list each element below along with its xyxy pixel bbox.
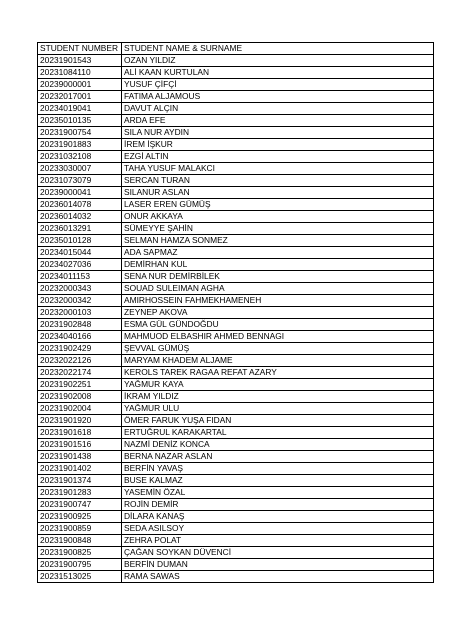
student-name-cell: YAĞMUR KAYA bbox=[122, 379, 434, 391]
student-number-cell: 20234027036 bbox=[38, 259, 122, 271]
student-number-cell: 20232000343 bbox=[38, 283, 122, 295]
student-name-cell: SELMAN HAMZA SONMEZ bbox=[122, 235, 434, 247]
student-number-cell: 20231901618 bbox=[38, 427, 122, 439]
student-number-cell: 20232000342 bbox=[38, 295, 122, 307]
student-name-cell: EZGİ ALTIN bbox=[122, 151, 434, 163]
student-number-cell: 20231901883 bbox=[38, 139, 122, 151]
student-number-cell: 20231901438 bbox=[38, 451, 122, 463]
table-row bbox=[38, 79, 434, 91]
table-row bbox=[38, 115, 434, 127]
table-row bbox=[38, 211, 434, 223]
student-name-cell: RAMA SAWAS bbox=[122, 571, 434, 583]
student-number-cell: 20231900747 bbox=[38, 499, 122, 511]
header-student-name: STUDENT NAME & SURNAME bbox=[122, 43, 434, 55]
student-number-cell: 20231901543 bbox=[38, 55, 122, 67]
table-row bbox=[38, 379, 434, 391]
student-number-cell: 20231901516 bbox=[38, 439, 122, 451]
student-name-cell: ÖMER FARUK YUŞA FIDAN bbox=[122, 415, 434, 427]
table-row bbox=[38, 487, 434, 499]
student-name-cell: ALİ KAAN KURTULAN bbox=[122, 67, 434, 79]
student-name-cell: SENA NUR DEMİRBİLEK bbox=[122, 271, 434, 283]
student-name-cell: AMIRHOSSEIN FAHMEKHAMENEH bbox=[122, 295, 434, 307]
table-row bbox=[38, 283, 434, 295]
student-name-cell: ESMA GÜL GÜNDOĞDU bbox=[122, 319, 434, 331]
table-row bbox=[38, 391, 434, 403]
student-name-cell: DAVUT ALÇIN bbox=[122, 103, 434, 115]
student-number-cell: 20231073079 bbox=[38, 175, 122, 187]
student-number-cell: 20232000103 bbox=[38, 307, 122, 319]
table-row bbox=[38, 571, 434, 583]
table-row bbox=[38, 55, 434, 67]
student-number-cell: 20232022126 bbox=[38, 355, 122, 367]
student-name-cell: NAZMİ DENİZ KONCA bbox=[122, 439, 434, 451]
table-header-row bbox=[38, 43, 434, 55]
student-number-cell: 20235010135 bbox=[38, 115, 122, 127]
table-row bbox=[38, 247, 434, 259]
student-number-cell: 20231513025 bbox=[38, 571, 122, 583]
student-number-cell: 20233030007 bbox=[38, 163, 122, 175]
table-row bbox=[38, 259, 434, 271]
student-name-cell: KEROLS TAREK RAGAA REFAT AZARY bbox=[122, 367, 434, 379]
table-row bbox=[38, 403, 434, 415]
student-number-cell: 20236014078 bbox=[38, 199, 122, 211]
table-row bbox=[38, 175, 434, 187]
table-row bbox=[38, 427, 434, 439]
student-name-cell: SÜMEYYE ŞAHİN bbox=[122, 223, 434, 235]
student-name-cell: SEDA ASILSOY bbox=[122, 523, 434, 535]
student-name-cell: ŞEVVAL GÜMÜŞ bbox=[122, 343, 434, 355]
student-number-cell: 20231032108 bbox=[38, 151, 122, 163]
student-name-cell: ERTUĞRUL KARAKARTAL bbox=[122, 427, 434, 439]
student-number-cell: 20231901374 bbox=[38, 475, 122, 487]
table-row bbox=[38, 451, 434, 463]
table-row bbox=[38, 355, 434, 367]
student-name-cell: DEMİRHAN KUL bbox=[122, 259, 434, 271]
student-name-cell: DİLARA KANAŞ bbox=[122, 511, 434, 523]
student-number-cell: 20231902008 bbox=[38, 391, 122, 403]
student-name-cell: ZEYNEP AKOVA bbox=[122, 307, 434, 319]
student-name-cell: YUSUF ÇİFÇİ bbox=[122, 79, 434, 91]
student-name-cell: SOUAD SULEIMAN AGHA bbox=[122, 283, 434, 295]
student-name-cell: ONUR AKKAYA bbox=[122, 211, 434, 223]
table-body bbox=[38, 55, 434, 583]
student-name-cell: İREM İŞKUR bbox=[122, 139, 434, 151]
student-number-cell: 20231900859 bbox=[38, 523, 122, 535]
table-row bbox=[38, 535, 434, 547]
student-name-cell: MAHMUOD ELBASHIR AHMED BENNAGI bbox=[122, 331, 434, 343]
table-row bbox=[38, 559, 434, 571]
table-row bbox=[38, 307, 434, 319]
student-number-cell: 20231900848 bbox=[38, 535, 122, 547]
student-name-cell: BERFİN YAVAŞ bbox=[122, 463, 434, 475]
student-number-cell: 20231901402 bbox=[38, 463, 122, 475]
student-name-cell: ROJİN DEMİR bbox=[122, 499, 434, 511]
student-number-cell: 20235010128 bbox=[38, 235, 122, 247]
student-number-cell: 20231900925 bbox=[38, 511, 122, 523]
table-row bbox=[38, 343, 434, 355]
table-row bbox=[38, 163, 434, 175]
table-row bbox=[38, 151, 434, 163]
student-name-cell: BERFİN DUMAN bbox=[122, 559, 434, 571]
student-number-cell: 20234015044 bbox=[38, 247, 122, 259]
student-number-cell: 20239000041 bbox=[38, 187, 122, 199]
student-number-cell: 20231901283 bbox=[38, 487, 122, 499]
table-row bbox=[38, 511, 434, 523]
student-number-cell: 20231900825 bbox=[38, 547, 122, 559]
student-number-cell: 20236013291 bbox=[38, 223, 122, 235]
student-number-cell: 20231084110 bbox=[38, 67, 122, 79]
student-number-cell: 20231902848 bbox=[38, 319, 122, 331]
student-number-cell: 20231902251 bbox=[38, 379, 122, 391]
student-name-cell: ADA SAPMAZ bbox=[122, 247, 434, 259]
student-name-cell: ÇAĞAN SOYKAN DÜVENCİ bbox=[122, 547, 434, 559]
student-list-table bbox=[37, 42, 434, 583]
student-number-cell: 20236014032 bbox=[38, 211, 122, 223]
table-row bbox=[38, 439, 434, 451]
student-name-cell: TAHA YUSUF MALAKCI bbox=[122, 163, 434, 175]
table-row bbox=[38, 295, 434, 307]
table-row bbox=[38, 523, 434, 535]
table-row bbox=[38, 223, 434, 235]
table-row bbox=[38, 475, 434, 487]
student-name-cell: BERNA NAZAR ASLAN bbox=[122, 451, 434, 463]
table-row bbox=[38, 499, 434, 511]
table-row bbox=[38, 463, 434, 475]
student-name-cell: BUSE KALMAZ bbox=[122, 475, 434, 487]
student-name-cell: İKRAM YILDIZ bbox=[122, 391, 434, 403]
student-name-cell: ZEHRA POLAT bbox=[122, 535, 434, 547]
student-number-cell: 20231900795 bbox=[38, 559, 122, 571]
table-row bbox=[38, 235, 434, 247]
student-name-cell: LASER EREN GÜMÜŞ bbox=[122, 199, 434, 211]
header-student-number: STUDENT NUMBER bbox=[38, 43, 122, 55]
table-row bbox=[38, 139, 434, 151]
table-row bbox=[38, 331, 434, 343]
table-row bbox=[38, 91, 434, 103]
table-row bbox=[38, 271, 434, 283]
table-row bbox=[38, 67, 434, 79]
student-name-cell: SILA NUR AYDIN bbox=[122, 127, 434, 139]
student-number-cell: 20234040166 bbox=[38, 331, 122, 343]
student-number-cell: 20231900754 bbox=[38, 127, 122, 139]
table-row bbox=[38, 547, 434, 559]
student-name-cell: ARDA EFE bbox=[122, 115, 434, 127]
student-name-cell: SILANUR ASLAN bbox=[122, 187, 434, 199]
student-number-cell: 20234011153 bbox=[38, 271, 122, 283]
student-name-cell: OZAN YILDIZ bbox=[122, 55, 434, 67]
table-row bbox=[38, 187, 434, 199]
student-number-cell: 20231902004 bbox=[38, 403, 122, 415]
student-number-cell: 20232017001 bbox=[38, 91, 122, 103]
student-number-cell: 20232022174 bbox=[38, 367, 122, 379]
student-number-cell: 20231902429 bbox=[38, 343, 122, 355]
student-name-cell: YAĞMUR ULU bbox=[122, 403, 434, 415]
student-number-cell: 20234019041 bbox=[38, 103, 122, 115]
student-name-cell: MARYAM KHADEM ALJAME bbox=[122, 355, 434, 367]
student-name-cell: YASEMİN ÖZAL bbox=[122, 487, 434, 499]
table-row bbox=[38, 127, 434, 139]
table-row bbox=[38, 415, 434, 427]
table-row bbox=[38, 319, 434, 331]
table-row bbox=[38, 199, 434, 211]
student-number-cell: 20239000001 bbox=[38, 79, 122, 91]
student-name-cell: SERCAN TURAN bbox=[122, 175, 434, 187]
student-number-cell: 20231901920 bbox=[38, 415, 122, 427]
table-row bbox=[38, 103, 434, 115]
student-name-cell: FATIMA ALJAMOUS bbox=[122, 91, 434, 103]
table-row bbox=[38, 367, 434, 379]
